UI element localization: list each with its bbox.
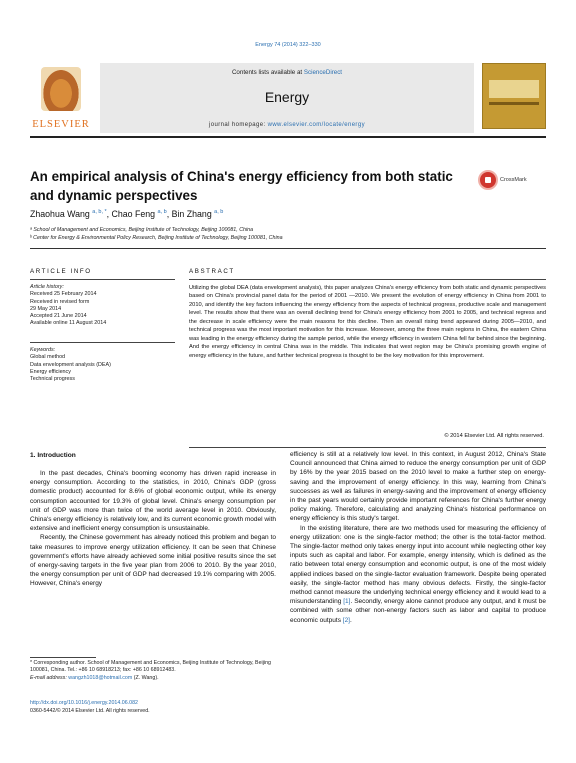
body-paragraph: efficiency is still at a relatively low level. In this context, in August 2012, China's State Council announced that China aimed to reduce the energy consumption per unit of GDP by 16% by the year 2015 based on the 2010 level to make a further step on energy-saving and the improvement of energy efficiency. In this way, learning from China's successes as well as failures in energy-saving and the improvement of energy efficiency in the past years would certainly provide important references for China's further energy policy making. Therefore, calculating and analyzing China's historical performance on energy efficiency is this study's target. — [290, 451, 546, 523]
history-label: Article history: — [30, 284, 64, 290]
header-divider — [30, 136, 546, 138]
keyword-item: Energy efficiency — [30, 368, 71, 375]
corresponding-author-footnote — [30, 660, 276, 682]
keywords — [30, 347, 111, 383]
abstract-copyright: © 2014 Elsevier Ltd. All rights reserved. — [444, 433, 544, 439]
email-line — [30, 675, 276, 682]
body-column-right — [290, 450, 546, 625]
email-suffix: (Z. Wang). — [132, 674, 159, 681]
article-history — [30, 284, 106, 328]
affiliation-b: ᵇ Center for Energy & Environmental Policy Research, Beijing Institute of Technology, Beijing 100081, China — [30, 235, 283, 241]
history-divider — [30, 342, 175, 343]
journal-banner — [100, 63, 474, 133]
email-link[interactable]: wangzh1018@hotmail.com — [68, 674, 133, 681]
article-info-rule — [30, 279, 175, 280]
journal-header — [30, 63, 546, 133]
crossmark-label: CrossMark — [500, 177, 527, 183]
author-name[interactable]: Chao Feng — [111, 209, 156, 219]
contents-line — [100, 69, 474, 76]
history-item: Received 25 February 2014 — [30, 291, 97, 298]
section-heading-introduction: 1. Introduction — [30, 452, 76, 459]
crossmark-icon — [478, 170, 498, 190]
paragraph-text: . Secondly, energy alone cannot produce any output, and it must be combined with some other non-energy factors such as labor and capital to produce economic outputs — [290, 598, 546, 624]
contents-prefix: Contents lists available at — [231, 69, 304, 76]
article-info-heading: ARTICLE INFO — [30, 268, 92, 275]
elsevier-wordmark: ELSEVIER — [32, 119, 90, 130]
affiliation-divider — [30, 248, 546, 249]
journal-title: Energy — [264, 89, 310, 105]
body-paragraph: Recently, the Chinese government has already noticed this problem and began to take measures to improve energy utilization efficiency. It can be seen that Chinese government's efforts have already achieved some initial positive results since the set of energy-saving targets in the five year plan from 2006 to 2010. By the year 2010, the energy consumption per unit of GDP had decreased 19.1% comparing with 2005. However, China's energy — [30, 534, 276, 588]
author-affiliation-ref[interactable]: a, b — [157, 209, 167, 216]
abstract-rule — [189, 279, 546, 280]
elsevier-tree-icon — [41, 67, 81, 111]
cover-title-band — [489, 80, 539, 98]
history-item: Accepted 21 June 2014 — [30, 313, 87, 320]
author-affiliation-ref[interactable]: a, b — [214, 209, 224, 216]
keywords-label: Keywords: — [30, 347, 56, 353]
crossmark-button[interactable] — [478, 170, 548, 194]
history-item: Available online 11 August 2014 — [30, 320, 107, 327]
paragraph-text: . — [350, 616, 352, 624]
article-title: An empirical analysis of China's energy efficiency from both static and dynamic perspectives — [30, 169, 453, 203]
homepage-link[interactable]: www.elsevier.com/locate/energy — [267, 122, 365, 128]
author-name[interactable]: Zhaohua Wang — [30, 209, 90, 219]
paragraph-text: In the existing literature, there are two methods used for measuring the efficiency of energy utilization: one is the single-factor method; the other is the total-factor method. The single-factor method only takes energy input into account while neglecting other key inputs such as capital and labor. For example, energy intensity, which is defined as the ratio between total energy consumption and economic output, is one of the most widely applied indices based on the single-factor evaluation framework. Despite being operated easily, the single-factor method has many obvious defects. Firstly, the single-factor method cannot measure the underlying technical energy efficiency and it would lead to a misunderstanding — [290, 524, 546, 606]
elsevier-logo[interactable] — [30, 65, 92, 131]
abstract-text: Utilizing the global DEA (data envelopment analysis), this paper analyzes China's energy efficiency from both static and dynamic perspectives based on China's provincial panel data for the period of 2001 —2010. We present the evolution of energy efficiency in China from 2001 to 2010, and identify the key factors influencing the energy efficiency from the aspects of technical progress, productive scale and management level. The results show that there was an overall declining trend for China's energy efficiency from 2001 to 2005, and technical regress and the decrease in scale efficiency were the main reasons for this decline. Then an overall rising trend appeared during 2005—2010, and technical progress was the most important motivation for this increase. Moreover, among the three main regions in China, the eastern China was leading in the energy efficiency during the sample period, while the energy efficiency in western China fell far behind since the beginning. And the energy efficiency in central China was in the middle. This indicates that west region may be China's promising growth engine of energy efficiency in the future, and further technical progress is thought to be the key motivation for this improvement. — [189, 285, 546, 359]
keyword-item: Data envelopment analysis (DEA) — [30, 361, 111, 368]
cover-rule — [489, 102, 539, 105]
citation-link[interactable]: [1] — [343, 598, 351, 606]
corresponding-author-text: * Corresponding author. School of Management and Economics, Beijing Institute of Technology, Beijing 100081, China. Tel.: +86 10 68918213; fax: +86 10 68912483. — [30, 660, 271, 674]
abstract-bottom-rule — [189, 447, 546, 448]
author-affiliation-ref[interactable]: a, b, * — [92, 209, 107, 216]
keyword-item: Global method — [30, 354, 66, 361]
journal-cover-image[interactable] — [482, 63, 546, 129]
citation-link[interactable]: [2] — [342, 616, 350, 624]
body-paragraph: In the past decades, China's booming economy has driven rapid increase in energy consumption. According to the statistics, in 2010, China's GDP (gross domestic product) accounted for 8.6% of global economic output, while its energy consumption accounted for 19.3% of global level. China's energy consumption per unit of GDP was more than twice of the world average level in 2010. Obviously, China's energy efficiency is relatively low, and its current economic growth model with extensive and inefficient energy consumption is unsustainable. — [30, 470, 276, 533]
body-column-left — [30, 469, 276, 589]
journal-citation[interactable]: Energy 74 (2014) 322–330 — [255, 42, 321, 48]
history-item: Received in revised form — [30, 298, 90, 305]
affiliation-a: ᵃ School of Management and Economics, Beijing Institute of Technology, Beijing 100081, China — [30, 227, 254, 233]
issn-line: 0360-5442/© 2014 Elsevier Ltd. All rights reserved. — [30, 708, 150, 714]
history-item: 29 May 2014 — [30, 305, 62, 312]
footnote-divider — [30, 657, 96, 658]
doi-link[interactable]: http://dx.doi.org/10.1016/j.energy.2014.06.082 — [30, 700, 138, 706]
email-label: E-mail address: — [30, 674, 69, 681]
homepage-prefix: journal homepage: — [209, 122, 268, 128]
abstract-heading: ABSTRACT — [189, 268, 235, 275]
journal-homepage — [100, 122, 474, 128]
sciencedirect-link[interactable]: ScienceDirect — [303, 69, 343, 76]
author-list: Zhaohua Wang $^{a, b, *}$, Chao Feng $^{a, b}$, Bin Zhang $^{a, b}$ — [30, 209, 224, 219]
keyword-item: Technical progress — [30, 376, 75, 383]
author-name[interactable]: Bin Zhang — [171, 209, 212, 219]
body-paragraph — [290, 524, 546, 625]
